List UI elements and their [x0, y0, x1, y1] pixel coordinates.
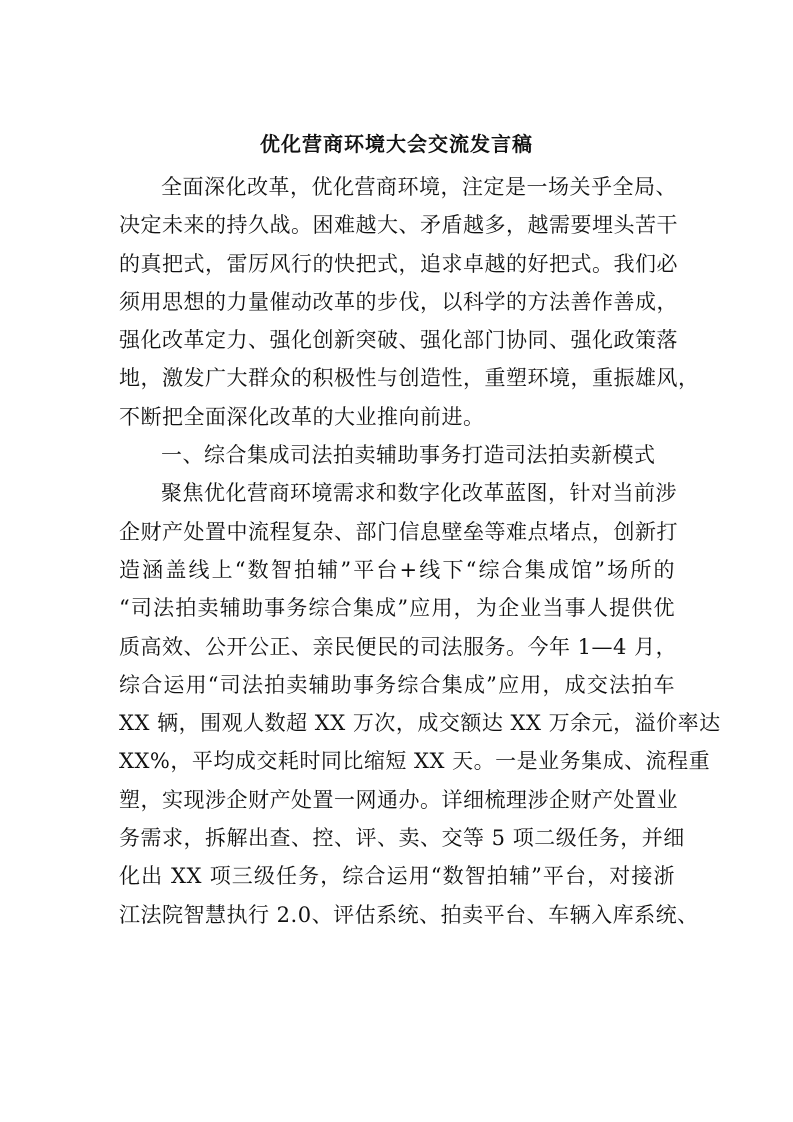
text-line: 须用思想的力量催动改革的步伐，以科学的方法善作善成， — [119, 289, 678, 314]
text-line: 企财产处置中流程复杂、部门信息壁垒等难点堵点，创新打 — [119, 519, 678, 544]
section-heading — [119, 436, 675, 474]
text-line: 造涵盖线上“数智拍辅”平台+线下“综合集成馆”场所的 — [119, 557, 675, 582]
text-line: XX 辆，围观人数超 XX 万次，成交额达 XX 万余元，溢价率达 — [119, 711, 721, 736]
text-line: “司法拍卖辅助事务综合集成”应用，为企业当事人提供优 — [119, 596, 675, 621]
text-line: 务需求，拆解出查、控、评、卖、交等 5 项二级任务，并细 — [119, 826, 685, 851]
text-line: 的真把式，雷厉风行的快把式，追求卓越的好把式。我们必 — [119, 251, 678, 276]
text-line: 质高效、公开公正、亲民便民的司法服务。今年 1—4 月， — [119, 634, 678, 659]
text-line: 化出 XX 项三级任务，综合运用“数智拍辅”平台，对接浙 — [119, 864, 675, 889]
text-line: 不断把全面深化改革的大业推向前进。 — [119, 404, 485, 429]
paragraph-intro — [119, 168, 700, 436]
document-body — [119, 168, 721, 934]
heading-line: 一、综合集成司法拍卖辅助事务打造司法拍卖新模式 — [161, 443, 656, 468]
text-line: 综合运用“司法拍卖辅助事务综合集成”应用，成交法拍车 — [119, 672, 675, 697]
text-line: 地，激发广大群众的积极性与创造性，重塑环境，重振雄风， — [119, 366, 700, 391]
text-line: 决定未来的持久战。困难越大、矛盾越多，越需要埋头苦干 — [119, 213, 678, 238]
text-line: XX%，平均成交耗时同比缩短 XX 天。一是业务集成、流程重 — [119, 749, 711, 774]
text-line: 全面深化改革，优化营商环境，注定是一场关乎全局、 — [161, 175, 677, 199]
text-line: 塑，实现涉企财产处置一网通办。详细梳理涉企财产处置业 — [119, 787, 678, 812]
text-line: 江法院智慧执行 2.0、评估系统、拍卖平台、车辆入库系统、 — [119, 902, 699, 927]
paragraph-section-1 — [119, 474, 721, 934]
document-title: 优化营商环境大会交流发言稿 — [260, 132, 533, 156]
text-line: 聚焦优化营商环境需求和数字化改革蓝图，针对当前涉 — [161, 481, 677, 506]
text-line: 强化改革定力、强化创新突破、强化部门协同、强化政策落 — [119, 328, 678, 353]
